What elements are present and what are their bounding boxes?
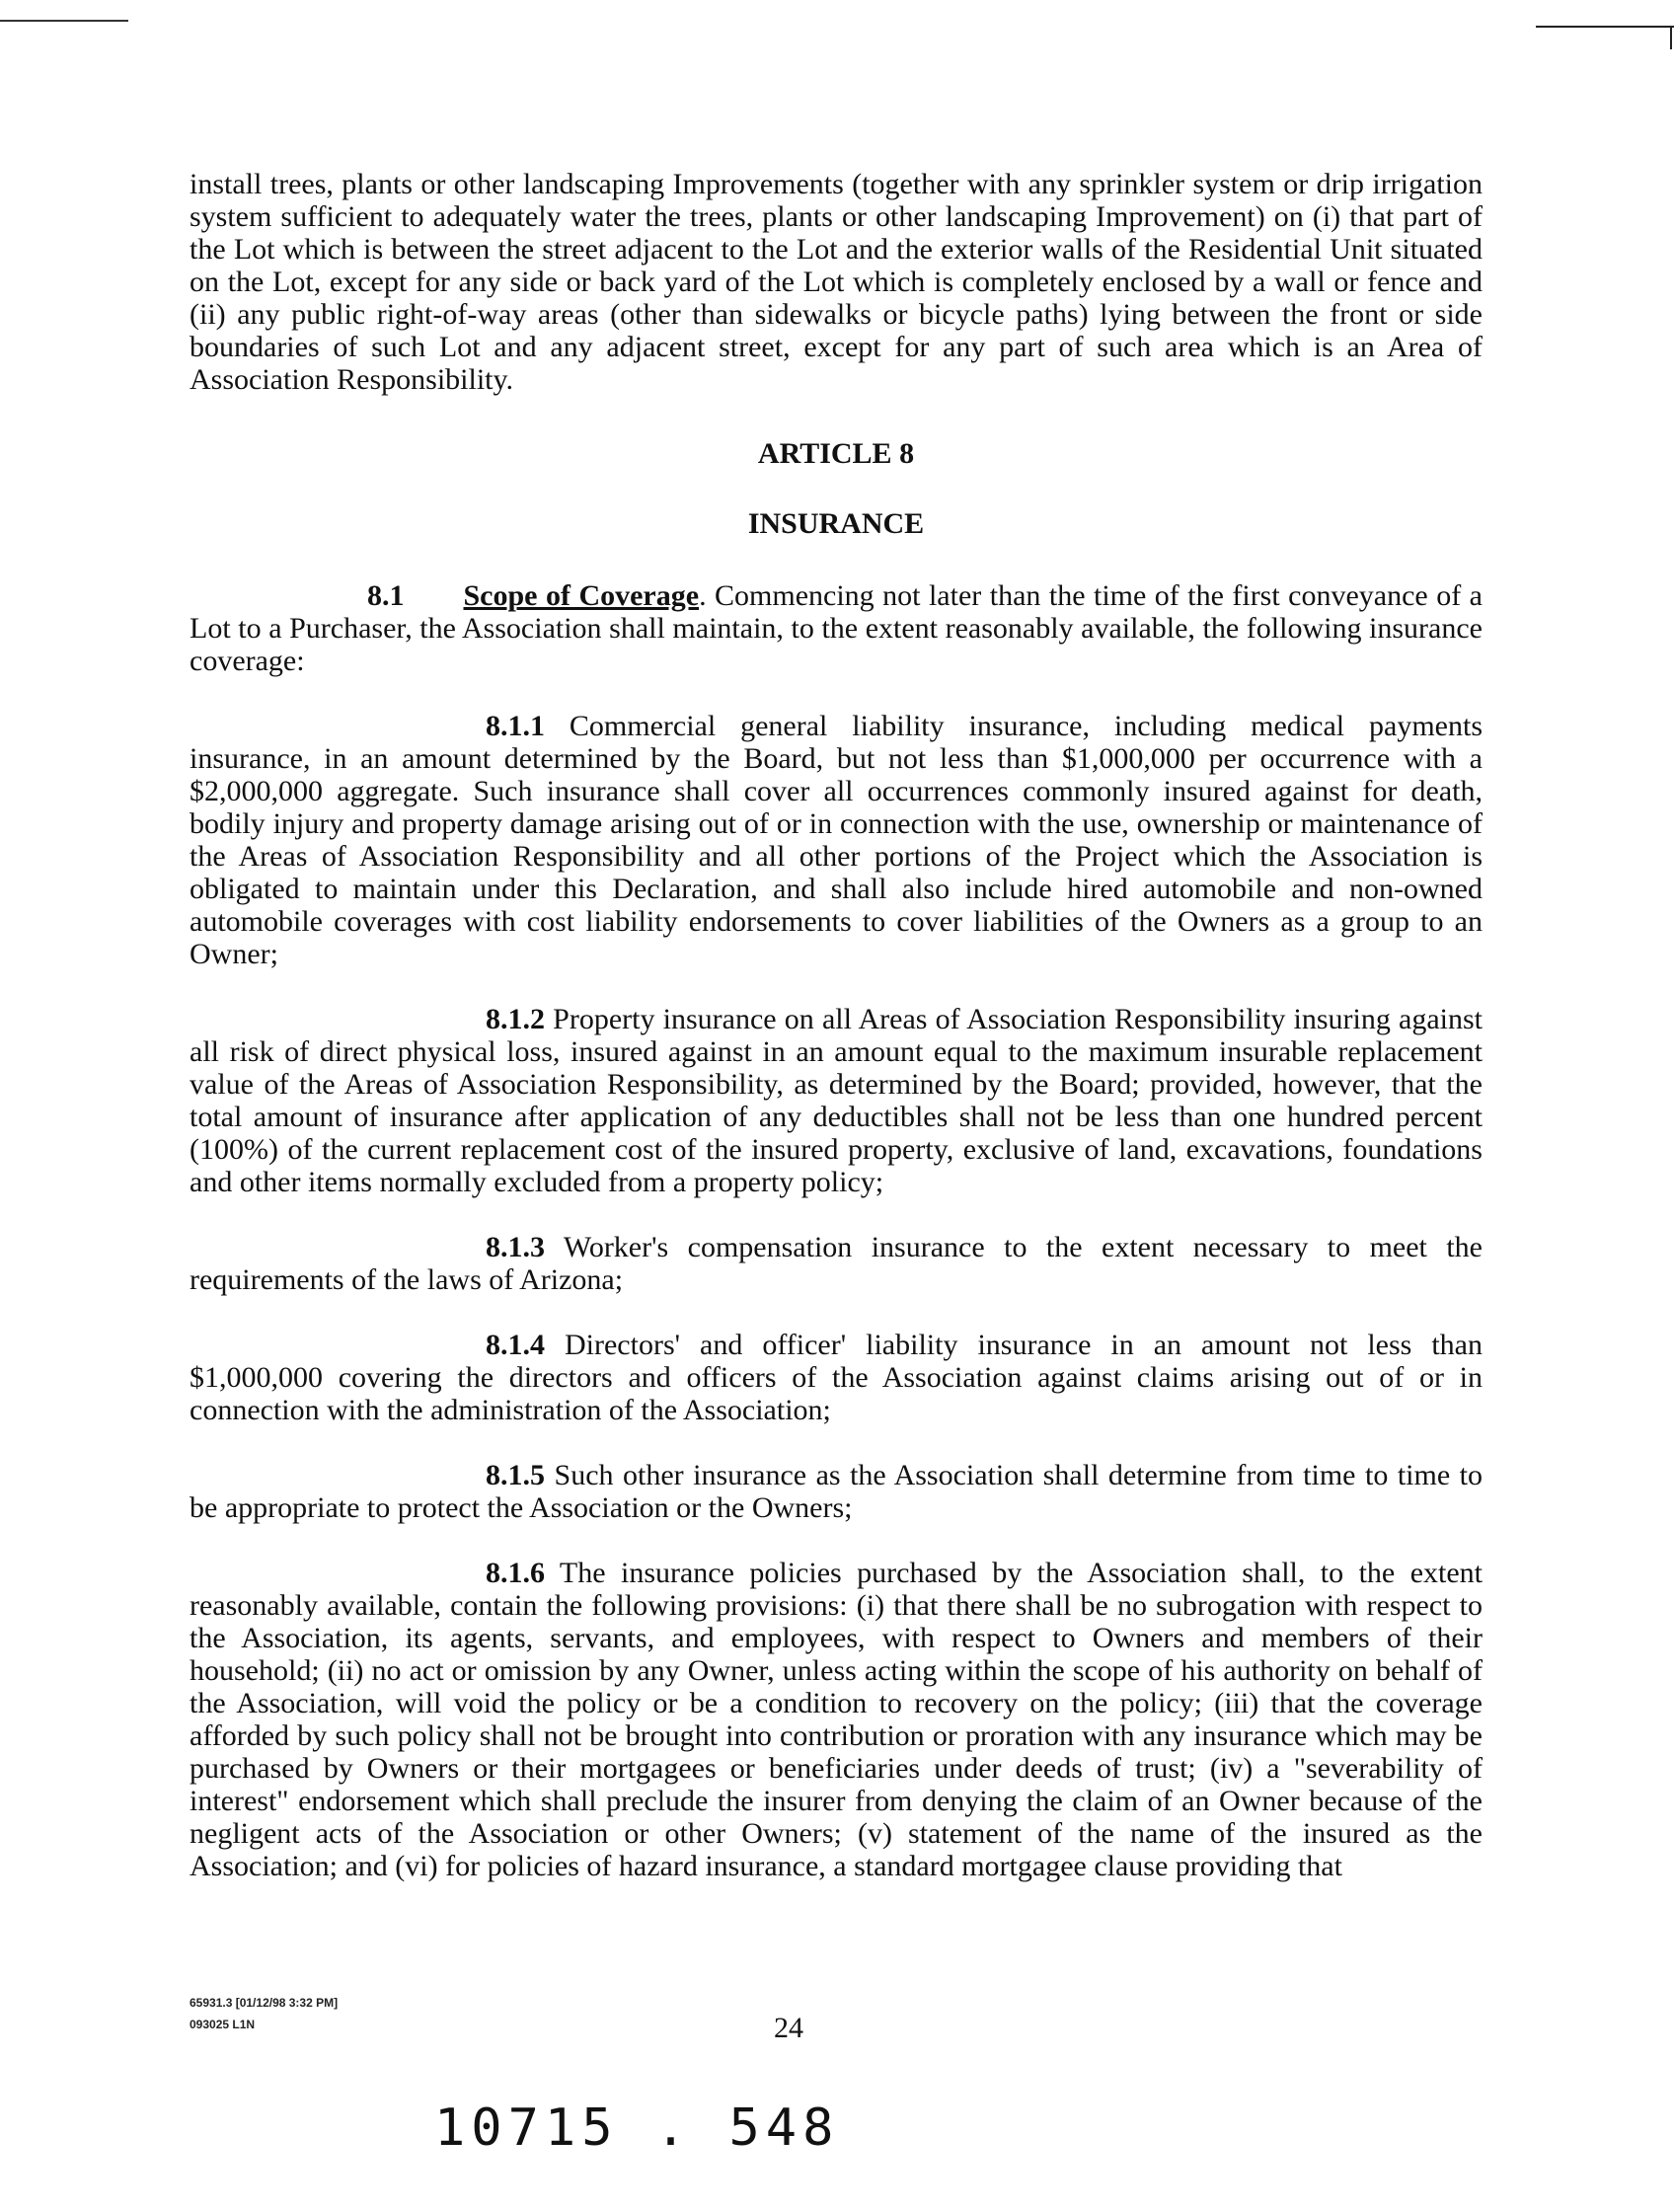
subsection-8-1-2 (190, 1003, 1483, 1198)
footer-doc-id: 65931.3 [01/12/98 3:32 PM] (190, 1996, 339, 2010)
subsection-8-1-4 (190, 1329, 1483, 1426)
scan-edge-line-right (1536, 26, 1674, 28)
subsection-8-1-5 (190, 1459, 1483, 1524)
scan-edge-line-left (0, 20, 128, 22)
subsection-text: Property insurance on all Areas of Association Responsibility insuring against all risk of direct physical loss, insured against in an amount equal to the maximum insurable replacement value of the Areas of Association Responsibility, as determined by the Board; provided, however, that the total amount of insurance after application of any deductibles shall not be less than one hundred percent (100%) of the current replacement cost of the insured property, exclusive of land, excavations, foundations and other items normally excluded from a property policy; (190, 1003, 1483, 1198)
subsection-text: Worker's compensation insurance to the extent necessary to meet the requirements of the laws of Arizona; (190, 1231, 1483, 1296)
subsection-number: 8.1.4 (486, 1329, 545, 1361)
subsection-number: 8.1.6 (486, 1557, 545, 1589)
subsection-number: 8.1.5 (486, 1459, 545, 1491)
scan-edge-mark-right (1670, 26, 1672, 49)
subsection-8-1-3 (190, 1231, 1483, 1296)
subsection-8-1-1 (190, 710, 1483, 970)
section-title: Scope of Coverage (463, 579, 700, 612)
subsection-text: Such other insurance as the Association shall determine from time to time to be appropriate to protect the Association or the Owners; (190, 1459, 1483, 1524)
record-stamp: 10715 . 548 (434, 2098, 840, 2158)
subsection-number: 8.1.2 (486, 1003, 545, 1035)
opening-paragraph: install trees, plants or other landscaping Improvements (together with any sprinkler system or drip irrigation system sufficient to adequately water the trees, plants or other landscaping Improvement) on (i) that part of the Lot which is between the street adjacent to the Lot and the exterior walls of the Residential Unit situated on the Lot, except for any side or back yard of the Lot which is completely enclosed by a wall or fence and (ii) any public right-of-way areas (other than sidewalks or bicycle paths) lying between the front or side boundaries of such Lot and any adjacent street, except for any part of such area which is an Area of Association Responsibility. (190, 168, 1483, 396)
subsection-number: 8.1.1 (486, 710, 545, 742)
subsection-text: The insurance policies purchased by the Association shall, to the extent reasonably available, contain the following provisions: (i) that there shall be no subrogation with respect to the Association, its agents, servants, and employees, with respect to Owners and members of their household; (ii) no act or omission by any Owner, unless acting within the scope of his authority on behalf of the Association, will void the policy or be a condition to recovery on the policy; (iii) that the coverage afforded by such policy shall not be brought into contribution or proration with any insurance which may be purchased by Owners or their mortgagees or beneficiaries under deeds of trust; (iv) a "severability of interest" endorsement which shall preclude the insurer from denying the claim of an Owner because of the negligent acts of the Association or other Owners; (v) statement of the name of the insured as the Association; and (vi) for policies of hazard insurance, a standard mortgagee clause providing that (190, 1557, 1483, 1882)
section-number: 8.1 (367, 579, 405, 612)
document-body (190, 168, 1483, 1882)
subsection-text: Commercial general liability insurance, including medical payments insurance, in an amount determined by the Board, but not less than $1,000,000 per occurrence with a $2,000,000 aggregate. Such insurance shall cover all occurrences commonly insured against for death, bodily injury and property damage arising out of or in connection with the use, ownership or maintenance of the Areas of Association Responsibility and all other portions of the Project which the Association is obligated to maintain under this Declaration, and shall also include hired automobile and non-owned automobile coverages with cost liability endorsements to cover liabilities of the Owners as a group to an Owner; (190, 710, 1483, 970)
article-heading: ARTICLE 8 (757, 437, 915, 470)
subsection-8-1-6 (190, 1557, 1483, 1882)
section-text: . Commencing not later than the time of the first conveyance of a Lot to a Purchaser, the Association shall maintain, to the extent reasonably available, the following insurance coverage: (190, 579, 1483, 677)
page-number: 24 (774, 2012, 803, 2044)
section-heading: INSURANCE (747, 507, 925, 540)
footer-file-code: 093025 L1N (190, 2018, 256, 2031)
section-8-1 (190, 579, 1483, 677)
footer-meta (190, 1992, 338, 2035)
subsection-number: 8.1.3 (486, 1231, 545, 1263)
subsection-text: Directors' and officer' liability insurance in an amount not less than $1,000,000 covering the directors and officers of the Association against claims arising out of or in connection with the administration of the Association; (190, 1329, 1483, 1426)
